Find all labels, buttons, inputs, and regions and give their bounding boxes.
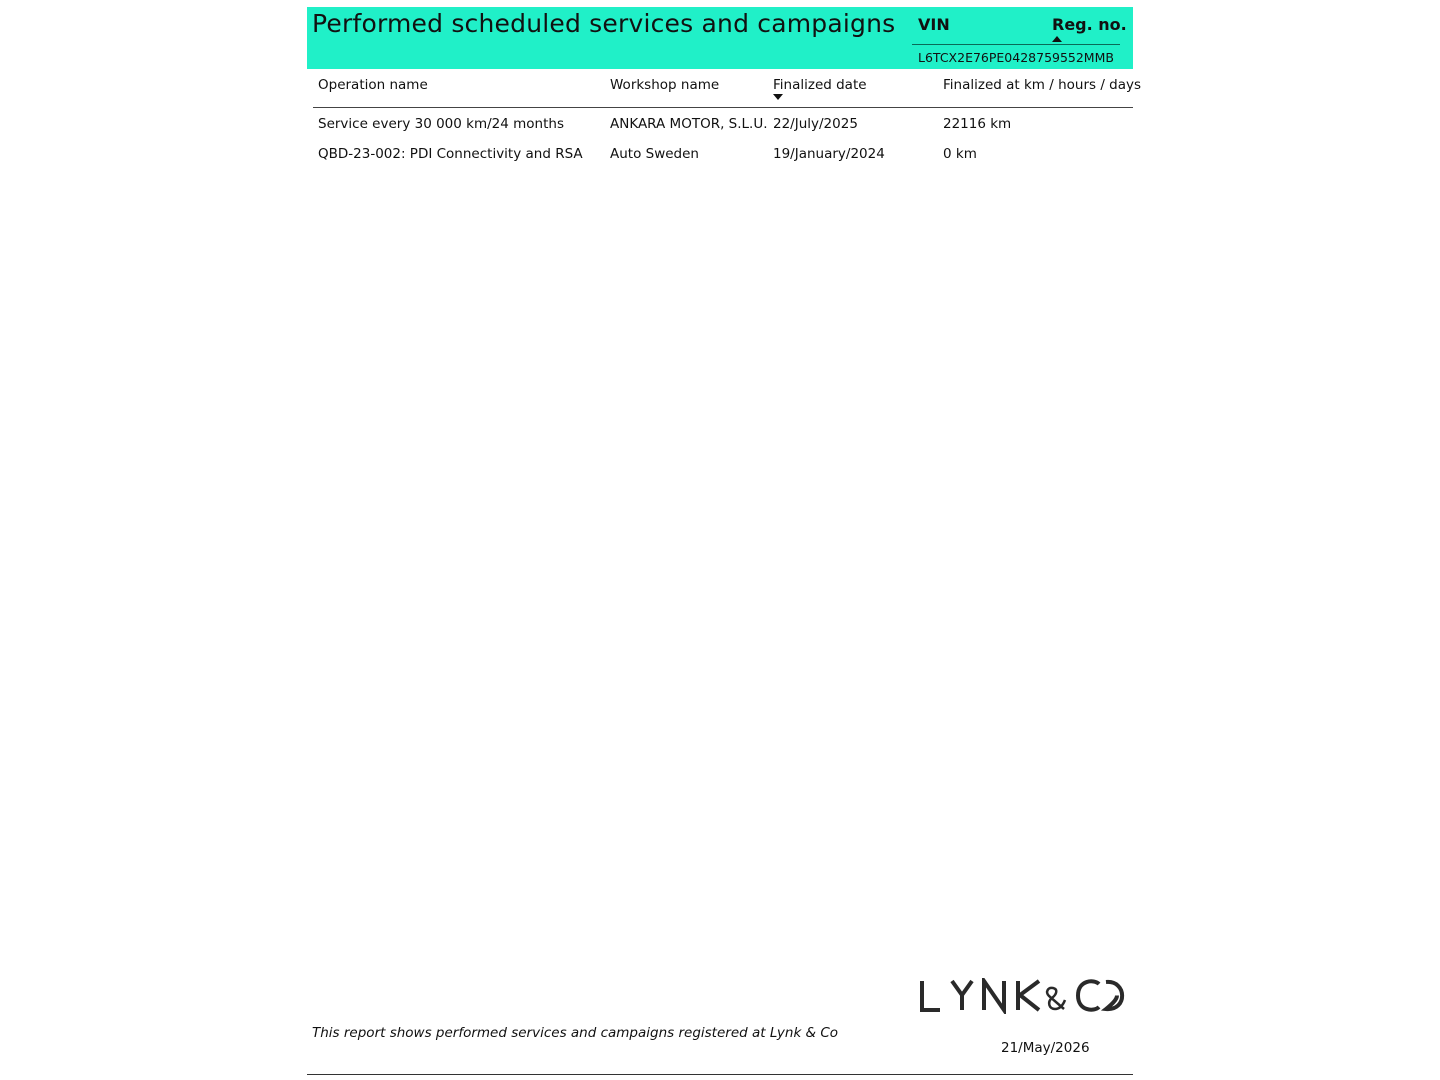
- table-header-divider: [313, 107, 1133, 108]
- reg-no-label: Reg. no.: [1052, 15, 1127, 34]
- reg-no-value: 9552MMB: [1052, 50, 1114, 65]
- column-header-operation-name[interactable]: Operation name: [318, 77, 428, 93]
- column-header-finalized-date[interactable]: Finalized date: [773, 77, 867, 93]
- vin-label: VIN: [918, 15, 950, 34]
- footer-divider: [307, 1074, 1133, 1075]
- sort-descending-icon[interactable]: [773, 94, 783, 100]
- page-title: Performed scheduled services and campaigns: [312, 9, 896, 38]
- cell-workshop-name: Auto Sweden: [610, 146, 699, 162]
- column-header-finalized-at[interactable]: Finalized at km / hours / days: [943, 77, 1142, 93]
- report-footnote: This report shows performed services and campaigns registered at Lynk & Co: [312, 1025, 839, 1041]
- cell-workshop-name: ANKARA MOTOR, S.L.U.: [610, 116, 768, 132]
- lynk-co-logo: [918, 978, 1128, 1014]
- cell-finalized-date: 19/January/2024: [773, 146, 885, 162]
- vin-value: L6TCX2E76PE042875: [918, 50, 1053, 65]
- column-header-workshop-name[interactable]: Workshop name: [610, 77, 720, 93]
- header-divider: [912, 44, 1120, 45]
- cell-finalized-at: 22116 km: [943, 116, 1012, 132]
- cell-operation-name: Service every 30 000 km/24 months: [318, 116, 564, 132]
- sort-ascending-icon[interactable]: [1052, 36, 1062, 42]
- cell-finalized-at: 0 km: [943, 146, 977, 162]
- cell-finalized-date: 22/July/2025: [773, 116, 858, 132]
- report-date: 21/May/2026: [1001, 1040, 1090, 1056]
- header-band: [307, 7, 1133, 69]
- cell-operation-name: QBD-23-002: PDI Connectivity and RSA: [318, 146, 583, 162]
